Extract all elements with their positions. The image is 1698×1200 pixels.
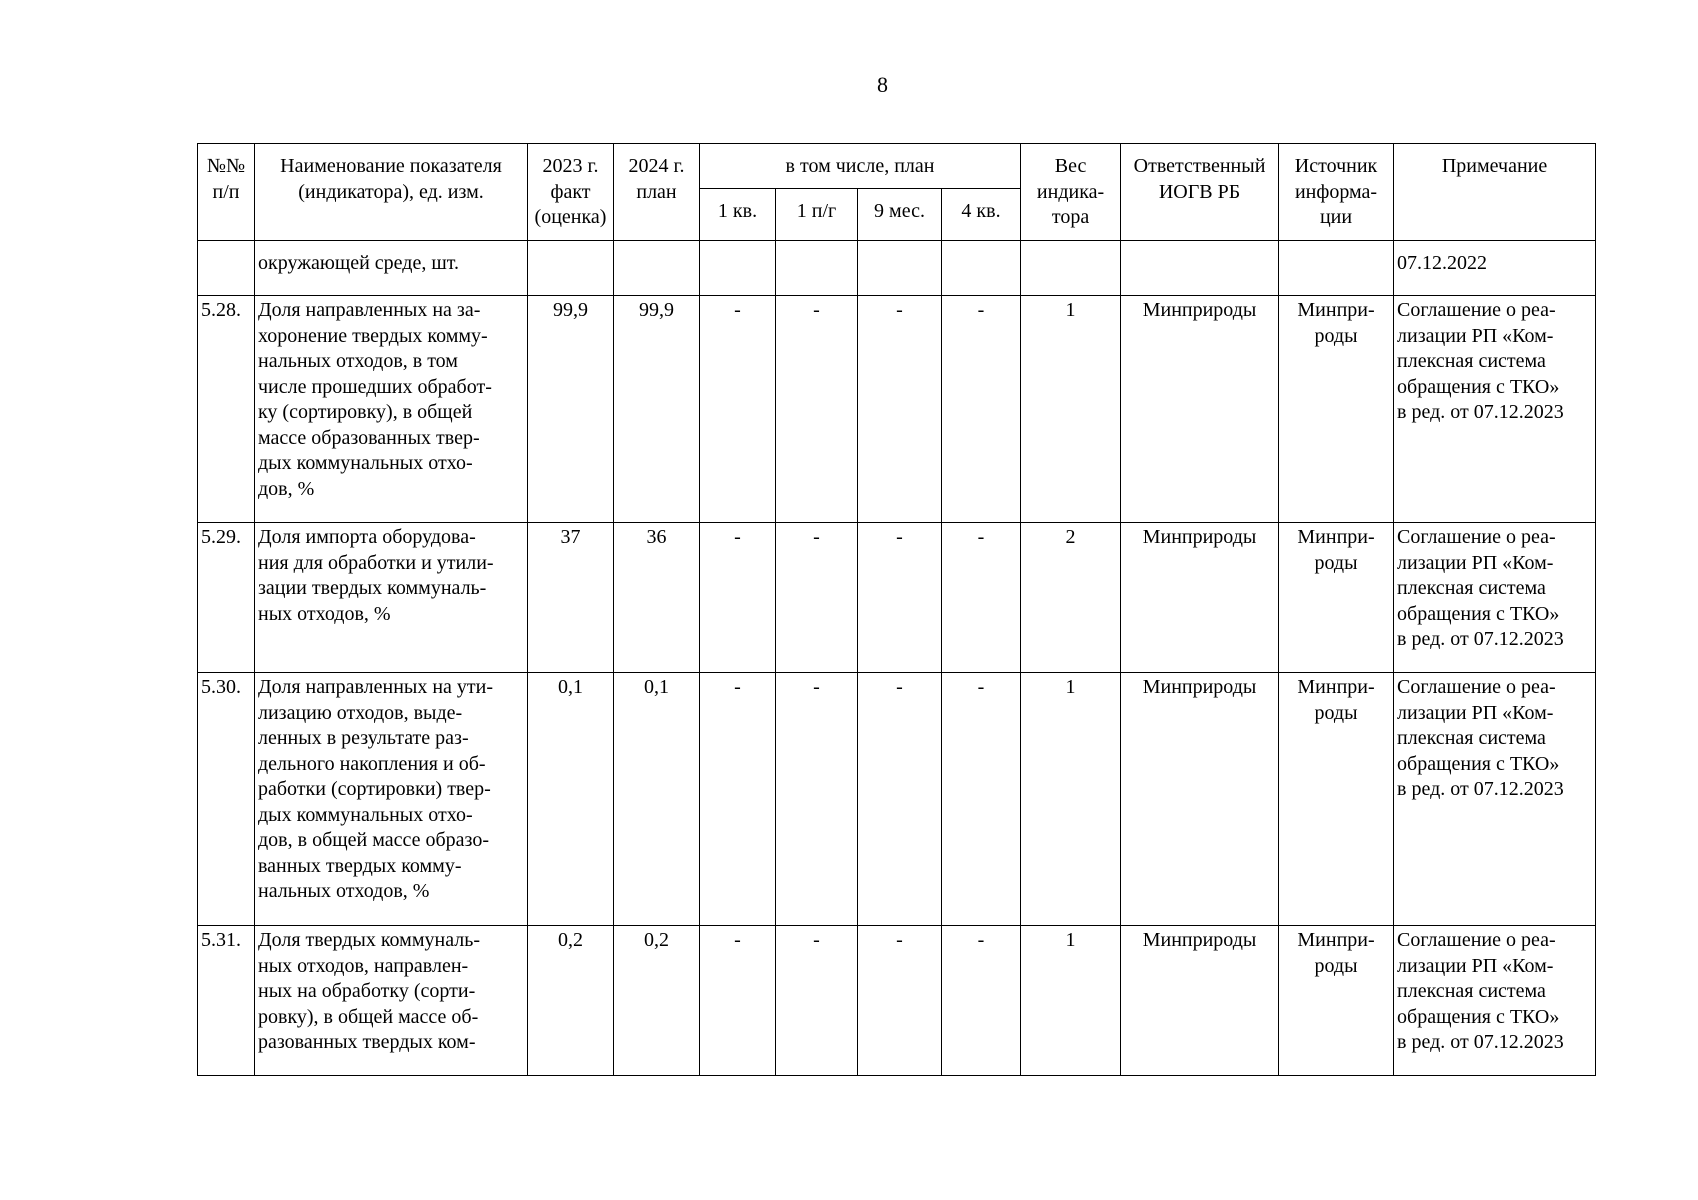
table-row [198, 926, 1596, 1076]
row-fact-2023: 99,9 [528, 296, 614, 523]
row-plan-2024: 0,2 [614, 926, 700, 1076]
row-q4: - [942, 673, 1021, 926]
row-source: Минпри- роды [1279, 296, 1394, 523]
row-q1 [700, 241, 776, 296]
row-h1: - [776, 926, 858, 1076]
row-plan-2024: 99,9 [614, 296, 700, 523]
row-source: Минпри- роды [1279, 523, 1394, 673]
row-h1 [776, 241, 858, 296]
row-responsible: Минприроды [1121, 523, 1279, 673]
table-row [198, 241, 1596, 296]
row-fact-2023: 0,1 [528, 673, 614, 926]
row-num: 5.31. [198, 926, 255, 1076]
table-row [198, 296, 1596, 523]
row-plan-2024 [614, 241, 700, 296]
indicators-table [197, 143, 1596, 1076]
row-q4: - [942, 523, 1021, 673]
row-h1: - [776, 673, 858, 926]
row-h1: - [776, 296, 858, 523]
row-num: 5.29. [198, 523, 255, 673]
row-weight: 1 [1021, 673, 1121, 926]
row-responsible: Минприроды [1121, 926, 1279, 1076]
row-m9: - [858, 296, 942, 523]
row-h1: - [776, 523, 858, 673]
row-weight: 1 [1021, 296, 1121, 523]
table-row [198, 523, 1596, 673]
row-q1: - [700, 673, 776, 926]
row-num [198, 241, 255, 296]
row-source: Минпри- роды [1279, 926, 1394, 1076]
row-fact-2023: 37 [528, 523, 614, 673]
header-num: №№ п/п [198, 144, 255, 241]
header-responsible: Ответственный ИОГВ РБ [1121, 144, 1279, 241]
row-name: Доля направленных на ути- лизацию отходов, выде- ленных в результате раз- дельного накопления и об- работки (сортировки) твер- дых коммунальных отхо- дов, в общей массе образо- ванных твердых комму- нальных отходов, % [255, 673, 528, 926]
row-note: Соглашение о реа- лизации РП «Ком- плексная система обращения с ТКО» в ред. от 07.12.2023 [1394, 523, 1596, 673]
row-name: Доля импорта оборудова- ния для обработки и утили- зации твердых коммуналь- ных отходов, % [255, 523, 528, 673]
header-weight: Вес индика- тора [1021, 144, 1121, 241]
header-q1: 1 кв. [700, 189, 776, 241]
header-h1: 1 п/г [776, 189, 858, 241]
header-source: Источник информа- ции [1279, 144, 1394, 241]
row-note: Соглашение о реа- лизации РП «Ком- плексная система обращения с ТКО» в ред. от 07.12.2023 [1394, 296, 1596, 523]
row-note: Соглашение о реа- лизации РП «Ком- плексная система обращения с ТКО» в ред. от 07.12.2023 [1394, 673, 1596, 926]
row-plan-2024: 36 [614, 523, 700, 673]
header-m9: 9 мес. [858, 189, 942, 241]
row-q1: - [700, 523, 776, 673]
row-m9: - [858, 523, 942, 673]
row-responsible [1121, 241, 1279, 296]
row-responsible: Минприроды [1121, 296, 1279, 523]
row-fact-2023: 0,2 [528, 926, 614, 1076]
row-source [1279, 241, 1394, 296]
row-m9: - [858, 673, 942, 926]
row-source: Минпри- роды [1279, 673, 1394, 926]
row-plan-2024: 0,1 [614, 673, 700, 926]
row-note: 07.12.2022 [1394, 241, 1596, 296]
page-number: 8 [877, 72, 888, 97]
header-fact-2023: 2023 г. факт (оценка) [528, 144, 614, 241]
row-num: 5.28. [198, 296, 255, 523]
row-q1: - [700, 926, 776, 1076]
row-responsible: Минприроды [1121, 673, 1279, 926]
row-num: 5.30. [198, 673, 255, 926]
row-m9 [858, 241, 942, 296]
row-name: Доля направленных на за- хоронение твердых комму- нальных отходов, в том числе прошедших обработ- ку (сортировку), в общей массе образованных твер- дых коммунальных отхо- дов, % [255, 296, 528, 523]
row-note: Соглашение о реа- лизации РП «Ком- плексная система обращения с ТКО» в ред. от 07.12.2023 [1394, 926, 1596, 1076]
row-name: Доля твердых коммуналь- ных отходов, направлен- ных на обработку (сорти- ровку), в общей массе об- разованных твердых ком- [255, 926, 528, 1076]
row-q4: - [942, 296, 1021, 523]
row-weight: 1 [1021, 926, 1121, 1076]
row-q4 [942, 241, 1021, 296]
row-q1: - [700, 296, 776, 523]
header-note: Примечание [1394, 144, 1596, 241]
header-incl-plan: в том числе, план [700, 144, 1021, 189]
header-plan-2024: 2024 г. план [614, 144, 700, 241]
row-weight: 2 [1021, 523, 1121, 673]
row-fact-2023 [528, 241, 614, 296]
table-row [198, 673, 1596, 926]
row-weight [1021, 241, 1121, 296]
row-q4: - [942, 926, 1021, 1076]
row-name: окружающей среде, шт. [255, 241, 528, 296]
row-m9: - [858, 926, 942, 1076]
header-q4: 4 кв. [942, 189, 1021, 241]
header-name: Наименование показателя (индикатора), ед. изм. [255, 144, 528, 241]
